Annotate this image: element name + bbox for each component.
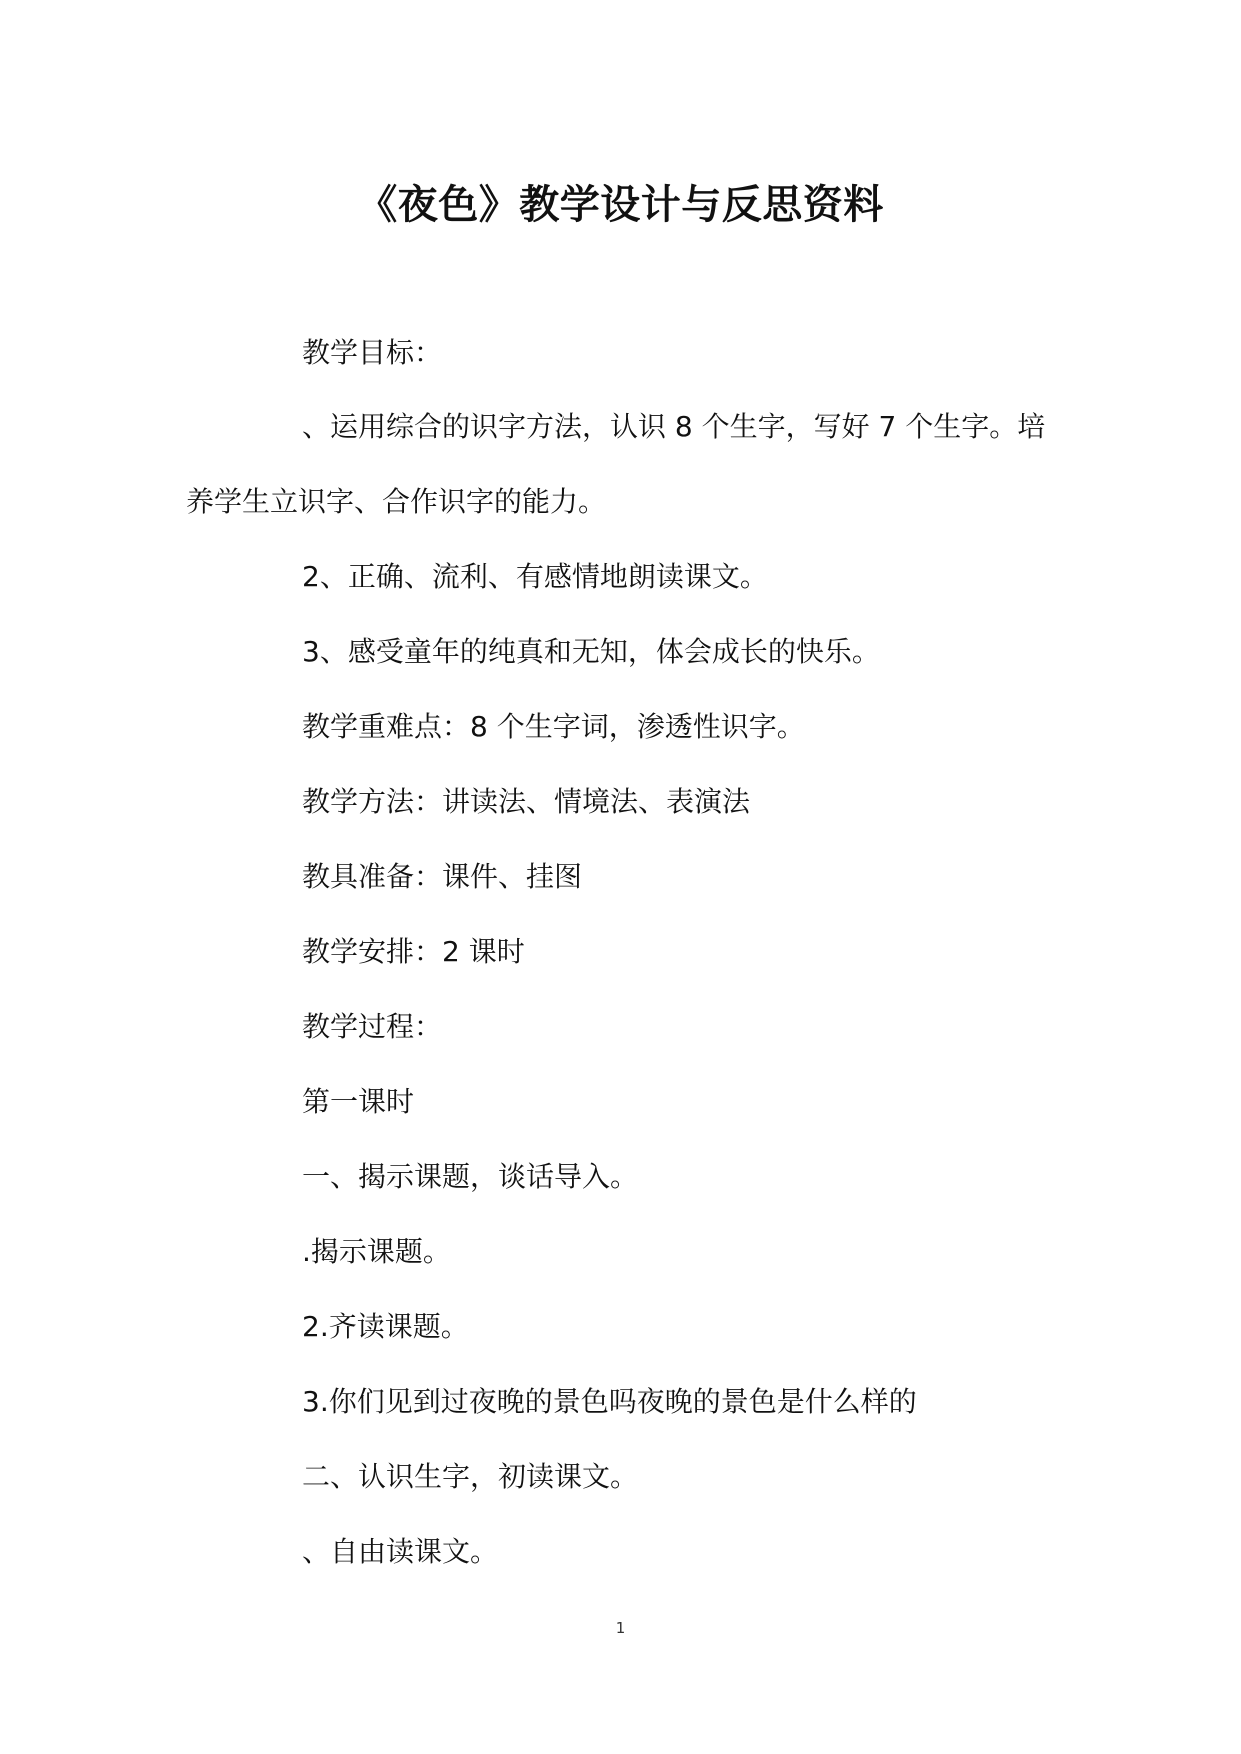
paragraph-goal-1-line-1: 、运用综合的识字方法，认识 8 个生字，写好 7 个生字。培: [302, 410, 1046, 443]
paragraph-first-lesson: 第一课时: [302, 1085, 415, 1118]
page-number: 1: [615, 1619, 626, 1637]
paragraph-section-1-heading: 一、揭示课题，谈话导入。: [302, 1160, 639, 1193]
paragraph-goal-2: 2、正确、流利、有感情地朗读课文。: [302, 560, 768, 593]
paragraph-teaching-aids: 教具准备：课件、挂图: [302, 860, 583, 893]
paragraph-teaching-goals-heading: 教学目标：: [302, 336, 443, 369]
paragraph-free-reading: 、自由读课文。: [302, 1535, 499, 1568]
paragraph-teaching-process-heading: 教学过程：: [302, 1010, 443, 1043]
paragraph-goal-1-line-2: 养学生立识字、合作识字的能力。: [186, 485, 607, 518]
paragraph-key-points: 教学重难点：8 个生字词，渗透性识字。: [302, 710, 805, 743]
paragraph-step-reveal-title: .揭示课题。: [302, 1235, 451, 1268]
paragraph-goal-3: 3、感受童年的纯真和无知，体会成长的快乐。: [302, 635, 880, 668]
paragraph-step-read-title: 2.齐读课题。: [302, 1310, 469, 1343]
paragraph-section-2-heading: 二、认识生字，初读课文。: [302, 1460, 639, 1493]
paragraph-teaching-methods: 教学方法：讲读法、情境法、表演法: [302, 785, 751, 818]
paragraph-class-arrangement: 教学安排：2 课时: [302, 935, 525, 968]
paragraph-step-question: 3.你们见到过夜晚的景色吗夜晚的景色是什么样的: [302, 1385, 917, 1418]
document-title: 《夜色》教学设计与反思资料: [357, 180, 884, 228]
